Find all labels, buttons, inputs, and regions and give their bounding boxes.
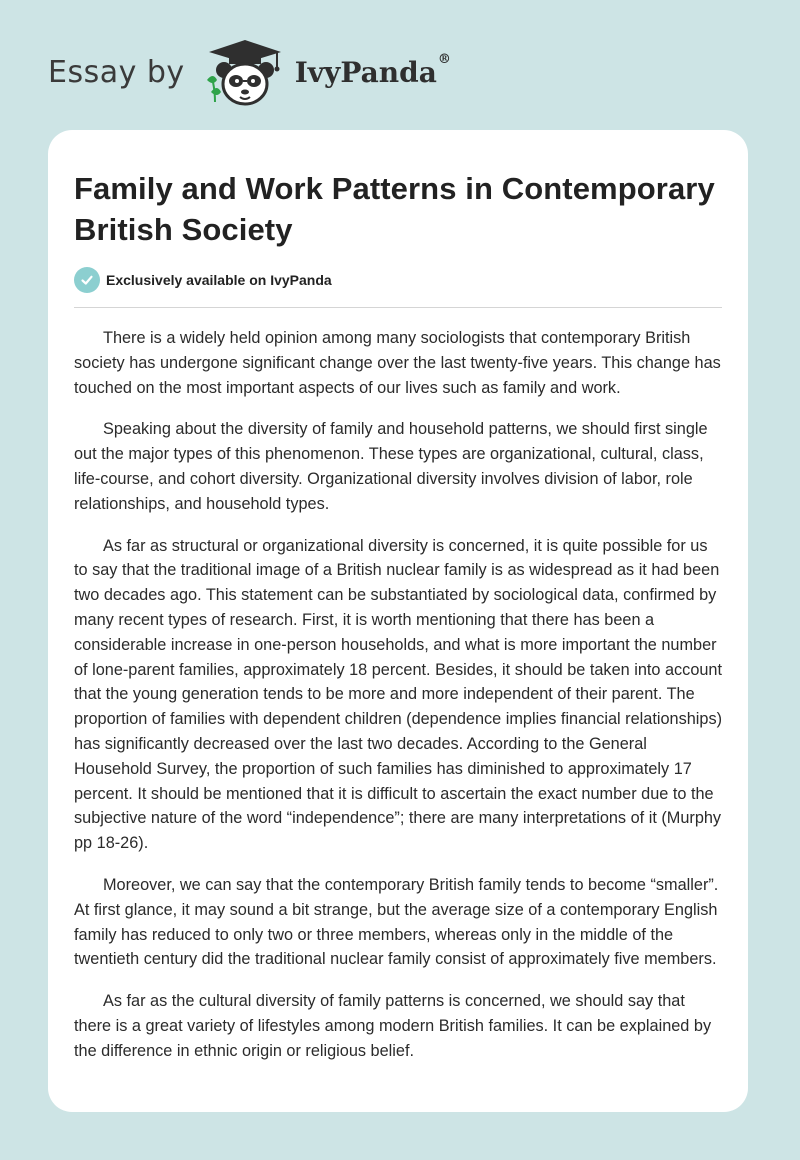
essay-body (74, 326, 722, 1064)
paragraph: As far as the cultural diversity of family patterns is concerned, we should say that there is a great variety of lifestyles among modern British families. It can be explained by the difference in ethnic origin or religious belief. (74, 992, 712, 1060)
exclusive-badge (74, 267, 722, 293)
site-header (48, 36, 451, 108)
panda-graduate-icon (199, 36, 291, 108)
badge-text: Exclusively available on IvyPanda (106, 272, 332, 288)
brand-prefix: Essay by (48, 54, 185, 90)
paragraph: As far as structural or organizational diversity is concerned, it is quite possible for us to say that the traditional image of a British nuclear family is as widespread as it had been two decades ago. This statement can be substantiated by sociological data, confirmed by many recent types of research. First, it is worth mentioning that there has been a considerable increase in one-person households, and what is more important the number of lone-parent families, approximately 18 percent. Besides, it should be taken into account that the young generation tends to be more and more independent of their parent. The proportion of families with dependent children (dependence implies financial relationships) has significantly decreased over the last two decades. According to the General Household Survey, the proportion of such families has diminished to approximately 17 percent. It should be mentioned that it is difficult to ascertain the exact number due to the subjective nature of the word “independence”; there are many interpretations of it (Murphy pp 18-26). (74, 536, 723, 853)
essay-card (48, 130, 748, 1112)
check-icon (74, 267, 100, 293)
registered-mark: ® (437, 51, 451, 67)
paragraph: Moreover, we can say that the contemporary British family tends to become “smaller”. At first glance, it may sound a bit strange, but the average size of a contemporary English family has reduced to only two or three members, whereas only in the middle of the twentieth century did the traditional nuclear family consist of approximately five members. (74, 875, 719, 969)
page-title: Family and Work Patterns in Contemporary British Society (74, 171, 715, 247)
paragraph: There is a widely held opinion among many sociologists that contemporary British society has undergone significant change over the last twenty-five years. This change has touched on the most important aspects of our lives such as family and work. (74, 329, 721, 397)
brand-name: IvyPanda® (294, 51, 451, 89)
paragraph: Speaking about the diversity of family and household patterns, we should first single out the major types of this phenomenon. These types are organizational, cultural, class, life-course, and cohort diversity. Organizational diversity involves division of labor, role relationships, and household types. (74, 420, 708, 513)
divider (74, 307, 722, 308)
